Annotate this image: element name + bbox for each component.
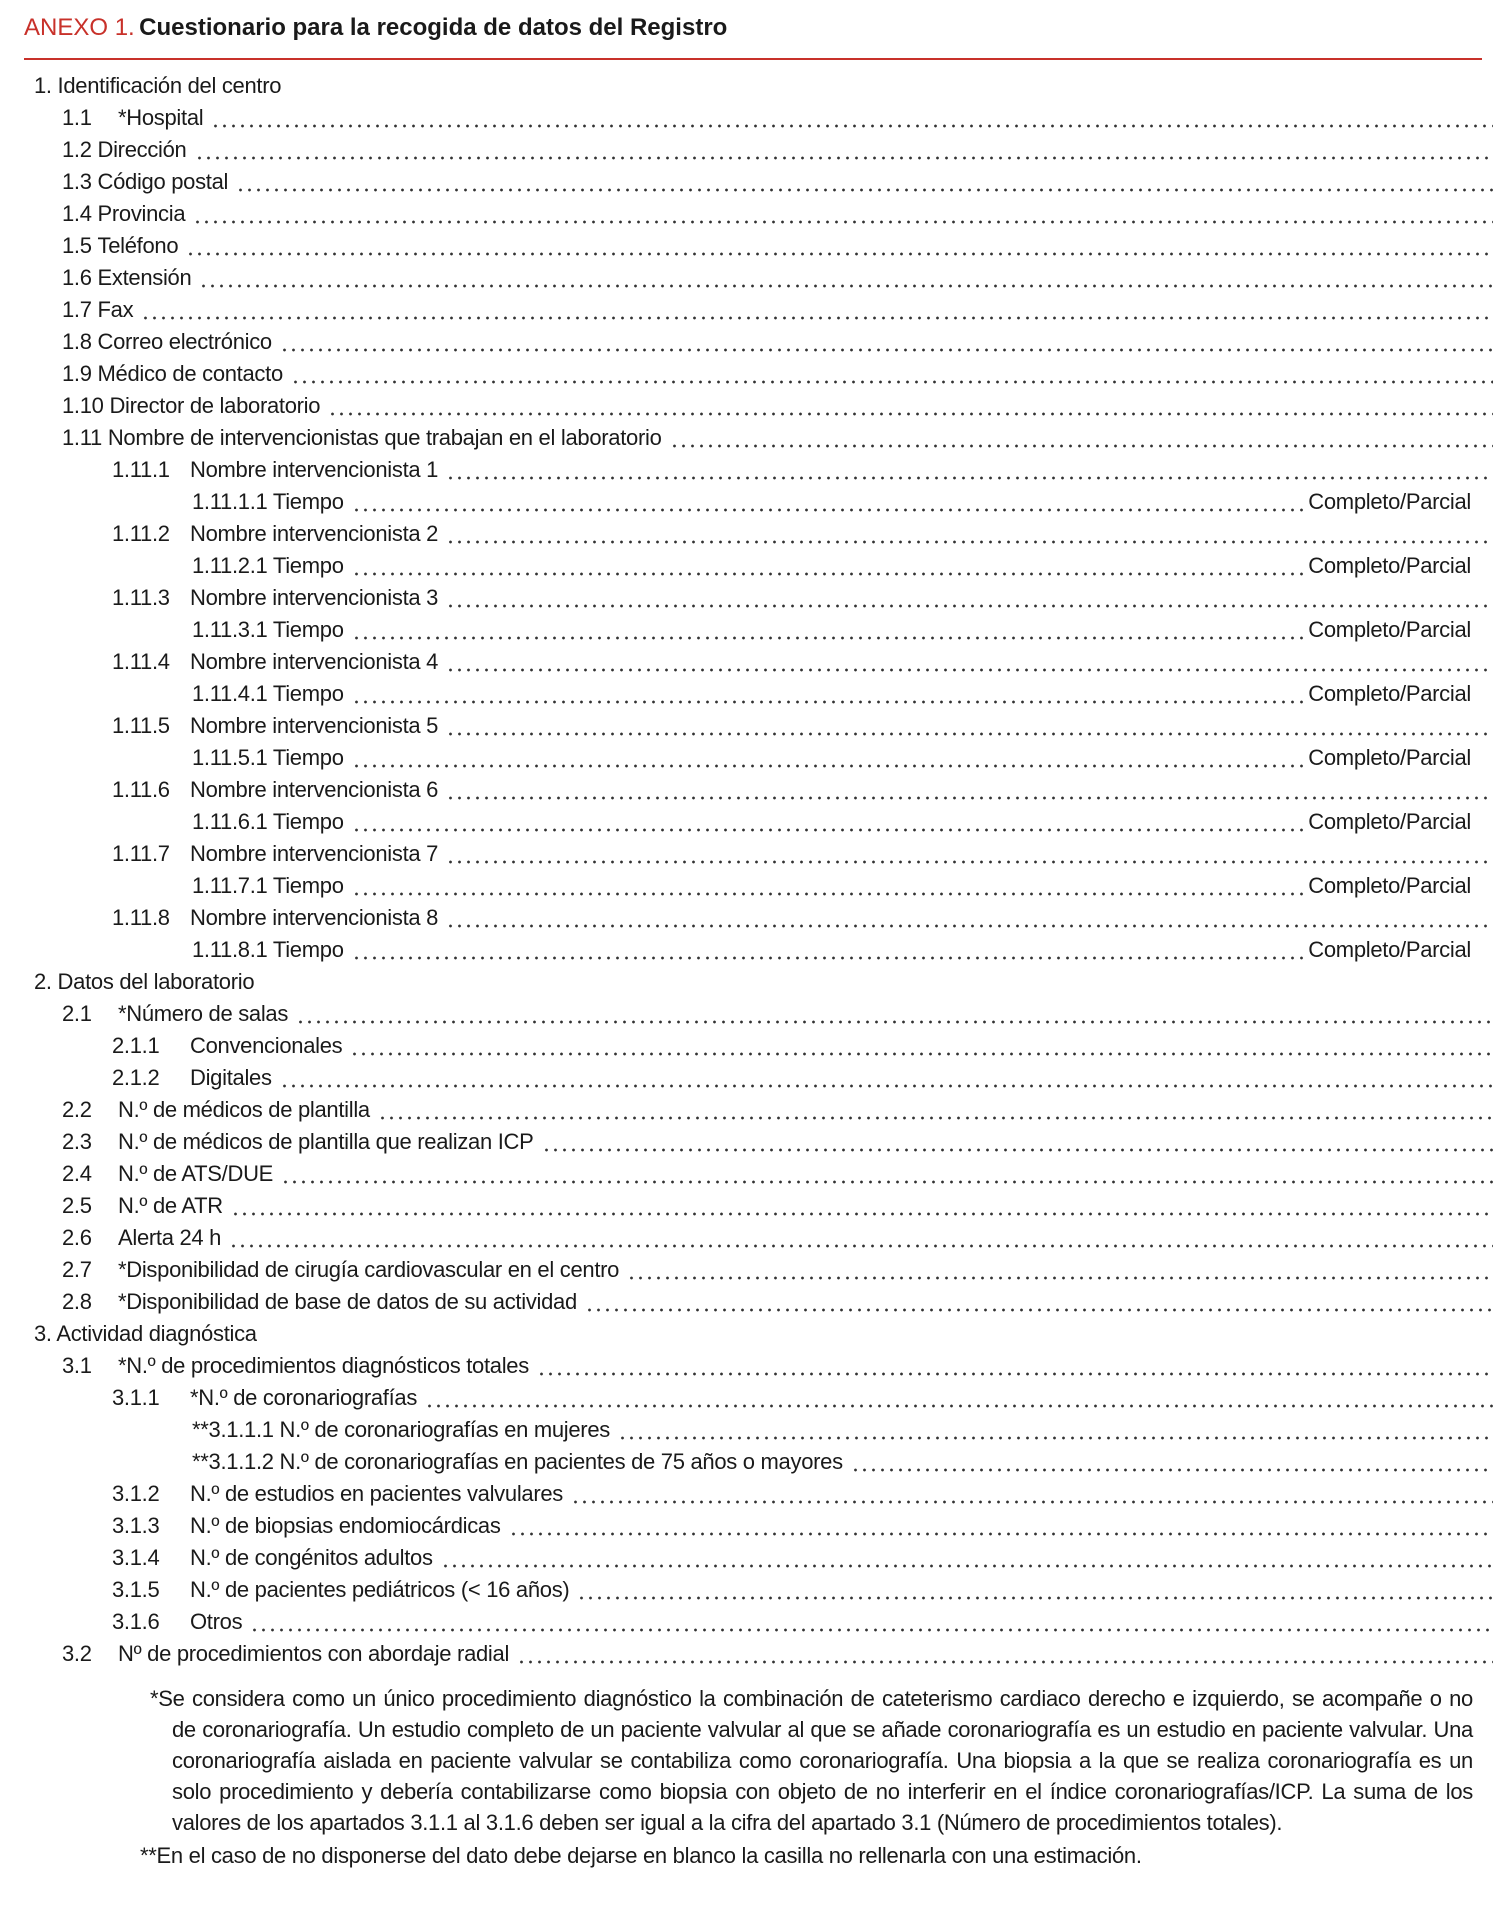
field-digitales[interactable]: 2.1.2 Digitales	[0, 1062, 1497, 1094]
fill-line[interactable]	[199, 267, 1493, 289]
field-tiempo-5[interactable]: 1.11.5.1 Tiempo Completo/Parcial	[192, 745, 1471, 770]
fill-line[interactable]	[378, 1099, 1493, 1121]
time-option[interactable]: Completo/Parcial	[1308, 745, 1471, 770]
field-tiempo-7[interactable]: 1.11.7.1 Tiempo Completo/Parcial	[192, 873, 1471, 898]
field-tiempo-2[interactable]: 1.11.2.1 Tiempo Completo/Parcial	[192, 553, 1471, 578]
field-pediatricos[interactable]: 3.1.5 N.º de pacientes pediátricos (< 16 años)	[0, 1574, 1497, 1606]
annex-title: Cuestionario para la recogida de datos del Registro	[139, 14, 728, 41]
fill-line[interactable]	[186, 235, 1493, 257]
field-alerta[interactable]: 2.6 Alerta 24 h	[0, 1222, 1497, 1254]
fill-line[interactable]	[670, 427, 1493, 449]
footnotes	[0, 1683, 1497, 1871]
time-option[interactable]: Completo/Parcial	[1308, 617, 1471, 642]
field-coronariografias-mujeres[interactable]: **3.1.1.1 N.º de coronariografías en mujeres	[0, 1414, 1497, 1446]
fill-line[interactable]	[231, 1195, 1493, 1217]
field-numero-salas[interactable]: 2.1 *Número de salas	[0, 998, 1497, 1030]
fill-line[interactable]	[291, 363, 1493, 385]
field-biopsias[interactable]: 3.1.3 N.º de biopsias endomiocárdicas	[0, 1510, 1497, 1542]
questionnaire	[0, 70, 1497, 1670]
field-telefono[interactable]: 1.5 Teléfono	[0, 230, 1497, 262]
field-tiempo-8[interactable]: 1.11.8.1 Tiempo Completo/Parcial	[192, 937, 1471, 962]
time-option[interactable]: Completo/Parcial	[1308, 809, 1471, 834]
footnote-1: *Se considera como un único procedimiento diagnóstico la combinación de cateterismo cardiaco derecho e izquierdo, se acompañe o no de coronariografía. Un estudio completo de un paciente valvular al que se añade coronariografía es un estudio en paciente valvular. Una coronariografía aislada en paciente valvular se contabiliza como coronariografía. Una biopsia a la que se realiza coronariografía es un solo procedimiento y debería contabilizarse como biopsia con objeto de no interferir en el índice coronariografías/ICP. La suma de los valores de los apartados 3.1.1 al 3.1.6 deben ser igual a la cifra del apartado 3.1 (Número de procedimientos totales).	[150, 1686, 1473, 1835]
field-intervencionista-6[interactable]: 1.11.6 Nombre intervencionista 6	[0, 774, 1497, 806]
field-intervencionista-8[interactable]: 1.11.8 Nombre intervencionista 8	[0, 902, 1497, 934]
field-intervencionista-1[interactable]: 1.11.1 Nombre intervencionista 1	[0, 454, 1497, 486]
fill-line[interactable]	[280, 1067, 1493, 1089]
time-option[interactable]: Completo/Parcial	[1308, 681, 1471, 706]
fill-line[interactable]	[441, 1547, 1493, 1569]
fill-line[interactable]	[352, 491, 1305, 513]
field-intervencionistas[interactable]: 1.11 Nombre de intervencionistas que trabajan en el laboratorio	[0, 422, 1497, 454]
field-cirugia[interactable]: 2.7 *Disponibilidad de cirugía cardiovascular en el centro	[0, 1254, 1497, 1286]
field-medicos-plantilla[interactable]: 2.2 N.º de médicos de plantilla	[0, 1094, 1497, 1126]
field-medico-contacto[interactable]: 1.9 Médico de contacto	[0, 358, 1497, 390]
fill-line[interactable]	[446, 843, 1493, 865]
time-option[interactable]: Completo/Parcial	[1308, 553, 1471, 578]
fill-line[interactable]	[352, 939, 1305, 961]
field-otros[interactable]: 3.1.6 Otros	[0, 1606, 1497, 1638]
fill-line[interactable]	[193, 203, 1493, 225]
fill-line[interactable]	[229, 1227, 1493, 1249]
field-valvulares[interactable]: 3.1.2 N.º de estudios en pacientes valvulares	[0, 1478, 1497, 1510]
fill-line[interactable]	[446, 459, 1493, 481]
field-director[interactable]: 1.10 Director de laboratorio	[0, 390, 1497, 422]
fill-line[interactable]	[446, 523, 1493, 545]
field-extension[interactable]: 1.6 Extensión	[0, 262, 1497, 294]
fill-line[interactable]	[517, 1643, 1493, 1665]
fill-line[interactable]	[296, 1003, 1493, 1025]
field-tiempo-6[interactable]: 1.11.6.1 Tiempo Completo/Parcial	[192, 809, 1471, 834]
field-intervencionista-4[interactable]: 1.11.4 Nombre intervencionista 4	[0, 646, 1497, 678]
field-medicos-icp[interactable]: 2.3 N.º de médicos de plantilla que realizan ICP	[0, 1126, 1497, 1158]
fill-line[interactable]	[509, 1515, 1493, 1537]
fill-line[interactable]	[141, 299, 1493, 321]
field-base-datos[interactable]: 2.8 *Disponibilidad de base de datos de su actividad	[0, 1286, 1497, 1318]
annex-header	[24, 14, 1482, 60]
field-intervencionista-7[interactable]: 1.11.7 Nombre intervencionista 7	[0, 838, 1497, 870]
fill-line[interactable]	[352, 747, 1305, 769]
fill-line[interactable]	[195, 139, 1494, 161]
section-1-title: 1. Identificación del centro	[34, 73, 282, 98]
fill-line[interactable]	[281, 1163, 1493, 1185]
fill-line[interactable]	[542, 1131, 1493, 1153]
fill-line[interactable]	[446, 651, 1493, 673]
fill-line[interactable]	[446, 587, 1493, 609]
field-intervencionista-2[interactable]: 1.11.2 Nombre intervencionista 2	[0, 518, 1497, 550]
fill-line[interactable]	[577, 1579, 1493, 1601]
fill-line[interactable]	[446, 907, 1493, 929]
fill-line[interactable]	[627, 1259, 1493, 1281]
fill-line[interactable]	[352, 683, 1305, 705]
fill-line[interactable]	[236, 171, 1493, 193]
field-abordaje-radial[interactable]: 3.2 Nº de procedimientos con abordaje radial	[0, 1638, 1497, 1670]
fill-line[interactable]	[571, 1483, 1493, 1505]
fill-line[interactable]	[352, 619, 1305, 641]
field-correo[interactable]: 1.8 Correo electrónico	[0, 326, 1497, 358]
time-option[interactable]: Completo/Parcial	[1308, 489, 1471, 514]
field-codigo-postal[interactable]: 1.3 Código postal	[0, 166, 1497, 198]
field-atr[interactable]: 2.5 N.º de ATR	[0, 1190, 1497, 1222]
field-congenitos[interactable]: 3.1.4 N.º de congénitos adultos	[0, 1542, 1497, 1574]
fill-line[interactable]	[851, 1451, 1493, 1473]
fill-line[interactable]	[446, 779, 1493, 801]
field-coronariografias[interactable]: 3.1.1 *N.º de coronariografías	[0, 1382, 1497, 1414]
fill-line[interactable]	[350, 1035, 1493, 1057]
field-intervencionista-5[interactable]: 1.11.5 Nombre intervencionista 5	[0, 710, 1497, 742]
field-hospital[interactable]: 1.1 *Hospital	[0, 102, 1497, 134]
field-tiempo-4[interactable]: 1.11.4.1 Tiempo Completo/Parcial	[192, 681, 1471, 706]
fill-line[interactable]	[352, 555, 1305, 577]
field-tiempo-3[interactable]: 1.11.3.1 Tiempo Completo/Parcial	[192, 617, 1471, 642]
footnote-2: **En el caso de no disponerse del dato debe dejarse en blanco la casilla no rellenarla con una estimación.	[140, 1843, 1142, 1868]
fill-line[interactable]	[537, 1355, 1493, 1377]
fill-line[interactable]	[585, 1291, 1493, 1313]
field-intervencionista-3[interactable]: 1.11.3 Nombre intervencionista 3	[0, 582, 1497, 614]
field-direccion[interactable]: 1.2 Dirección	[0, 134, 1497, 166]
fill-line[interactable]	[352, 811, 1305, 833]
fill-line[interactable]	[446, 715, 1493, 737]
fill-line[interactable]	[328, 395, 1493, 417]
field-ats-due[interactable]: 2.4 N.º de ATS/DUE	[0, 1158, 1497, 1190]
field-tiempo-1[interactable]: 1.11.1.1 Tiempo Completo/Parcial	[192, 489, 1471, 514]
fill-line[interactable]	[425, 1387, 1493, 1409]
field-provincia[interactable]: 1.4 Provincia	[0, 198, 1497, 230]
field-procedimientos-totales[interactable]: 3.1 *N.º de procedimientos diagnósticos totales	[0, 1350, 1497, 1382]
field-convencionales[interactable]: 2.1.1 Convencionales	[0, 1030, 1497, 1062]
time-option[interactable]: Completo/Parcial	[1308, 873, 1471, 898]
fill-line[interactable]	[211, 107, 1493, 129]
time-option[interactable]: Completo/Parcial	[1308, 937, 1471, 962]
fill-line[interactable]	[280, 331, 1493, 353]
fill-line[interactable]	[618, 1419, 1493, 1441]
section-3-title: 3. Actividad diagnóstica	[34, 1321, 257, 1346]
fill-line[interactable]	[352, 875, 1305, 897]
section-2-title: 2. Datos del laboratorio	[34, 969, 255, 994]
fill-line[interactable]	[250, 1611, 1493, 1633]
field-coronariografias-75[interactable]: **3.1.1.2 N.º de coronariografías en pacientes de 75 años o mayores	[0, 1446, 1497, 1478]
field-fax[interactable]: 1.7 Fax	[0, 294, 1497, 326]
annex-label: ANEXO 1.	[24, 14, 135, 41]
